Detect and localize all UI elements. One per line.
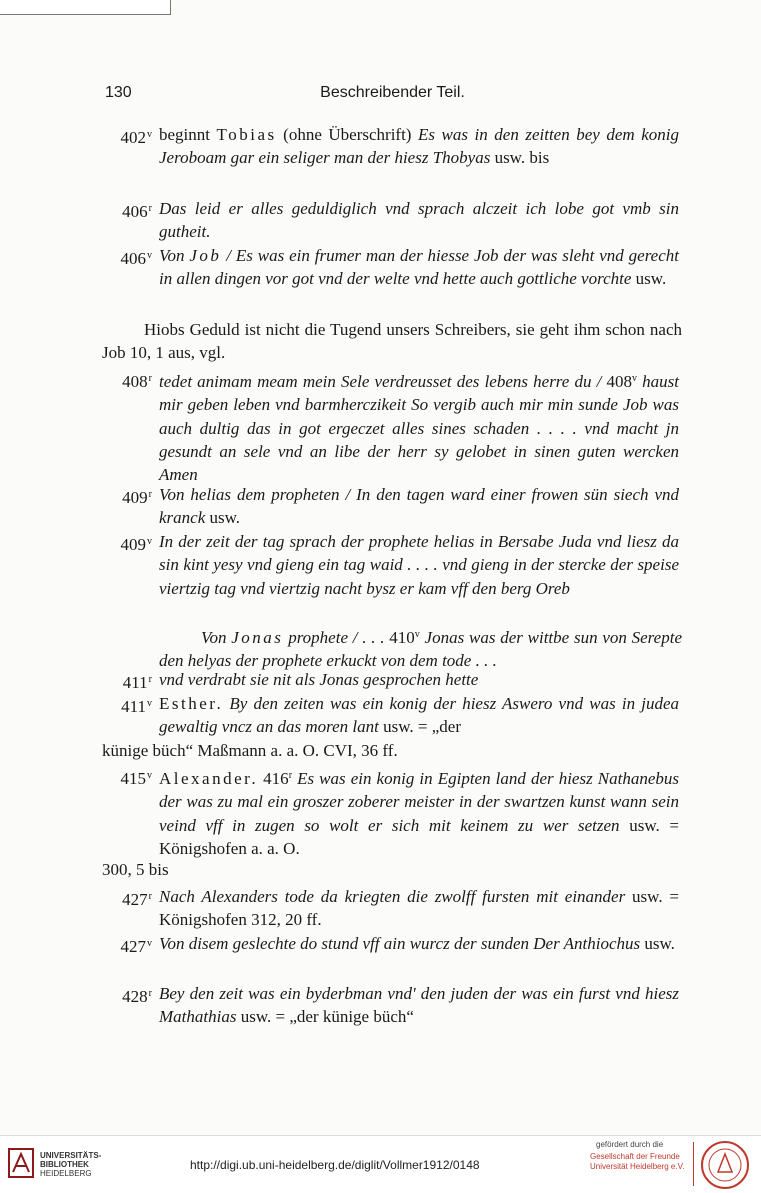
footer-divider <box>693 1142 694 1186</box>
page-title: Beschreibender Teil. <box>320 84 465 101</box>
entry-428r: 428$^r$ Bey den zeit was ein byderbman vnd' den juden der was ein furst vnd hiesz Mathathias usw. = „der künige büch“ <box>96 982 686 1029</box>
folio-label: 411$^r$ <box>122 673 152 692</box>
funded-by-label: gefördert durch die <box>596 1140 664 1149</box>
entry-406r: 406$^r$ Das leid er alles geduldiglich vnd sprach alczeit ich lobe got vmb sin gutheit. <box>96 197 686 244</box>
entry-411v: 411$^v$ Esther. By den zeiten was ein konig der hiesz Aswero vnd was in judea gewaltig vncz an das moren lant usw. = „der <box>96 692 686 739</box>
page-number: 130 <box>105 84 132 101</box>
folio-label: 428$^r$ <box>122 987 152 1006</box>
entry-409r: 409$^r$ Von helias dem propheten / In den tagen ward einer frowen sün siech vnd kranck usw. <box>96 483 686 530</box>
permalink-url[interactable]: http://digi.ub.uni-heidelberg.de/diglit/Vollmer1912/0148 <box>190 1158 480 1172</box>
entry-415v: 415$^v$ Alexander. 416$^r$ Es was ein konig in Egipten land der hiesz Nathanebus der was zu mal ein groszer zoberer meister in der swartzen kunst wann sein veind vff in zugen so wolt er sich mit keinem zu wer setzen usw. = Königshofen a. a. O. <box>96 764 686 860</box>
society-name: Gesellschaft der Freunde Universität Heidelberg e.V. <box>590 1152 685 1171</box>
scan-corner-mark <box>0 0 171 15</box>
university-seal-icon <box>700 1140 750 1190</box>
paragraph-hiob: Hiobs Geduld ist nicht die Tugend unsers Schreibers, sie geht ihm schon nach Job 10, 1 aus, vgl. <box>102 320 682 363</box>
entry-411r: 411$^r$ vnd verdrabt sie nit als Jonas gesprochen hette <box>96 668 686 691</box>
footer-bar <box>0 1135 761 1193</box>
folio-label: 427$^r$ <box>122 890 152 909</box>
paragraph-kunige: künige büch“ Maßmann a. a. O. CVI, 36 ff. <box>102 741 398 760</box>
paragraph-jonas: Von Jonas prophete / . . . 410$^v$ Jonas was der wittbe sun von Serepte den helyas der prophete erkuckt von dem tode . . . <box>159 628 682 671</box>
entry-427v: 427$^v$ Von disem geslechte do stund vff ain wurcz der sunden Der Anthiochus usw. <box>96 932 686 955</box>
university-library-logo-icon <box>8 1148 34 1178</box>
entry-402v: 402$^v$ beginnt Tobias (ohne Überschrift) Es was in den zeitten bey dem konig Jeroboam gar ein seliger man der hiesz Thobyas usw. bis <box>96 123 686 170</box>
folio-label: 415$^v$ <box>120 769 152 788</box>
folio-label: 406$^r$ <box>122 202 152 221</box>
folio-label: 409$^r$ <box>122 488 152 507</box>
folio-label: 406$^v$ <box>120 249 152 268</box>
entry-409v: 409$^v$ In der zeit der tag sprach der prophete helias in Bersabe Juda vnd liesz da sin kint yesy vnd gieng ein tag waid . . . . vnd gieng in der stercke der speise viertzig tag vnd viertzig nacht bysz er kam vff den berg Oreb <box>96 530 686 600</box>
folio-label: 409$^v$ <box>120 535 152 554</box>
folio-label: 408$^r$ <box>122 372 152 391</box>
page-header <box>105 84 680 108</box>
entry-406v: 406$^v$ Von Job / Es was ein frumer man der hiesse Job der was sleht vnd gerecht in allen dingen vor got vnd der welte vnd hette auch gottliche vorchte usw. <box>96 244 686 291</box>
paragraph-300: 300, 5 bis <box>102 860 169 879</box>
entry-427r: 427$^r$ Nach Alexanders tode da kriegten die zwolff fursten mit einander usw. = Königshofen 312, 20 ff. <box>96 885 686 932</box>
entry-408r: 408$^r$ tedet animam meam mein Sele verdreusset des lebens herre du / 408$^v$ haust mir geben leben vnd barmherczikeit So vergib auch mir min sunde Job was auch dultig das in got ergeczet alles sines schaden . . . . vnd macht jn gesundt an sele vnd an libe der herr sy gelobet in sinen guten wercken Amen <box>96 367 686 486</box>
folio-label: 427$^v$ <box>120 937 152 956</box>
folio-label: 411$^v$ <box>121 697 152 716</box>
folio-label: 402$^v$ <box>120 128 152 147</box>
library-name: UNIVERSITÄTS- BIBLIOTHEK HEIDELBERG <box>40 1151 102 1178</box>
